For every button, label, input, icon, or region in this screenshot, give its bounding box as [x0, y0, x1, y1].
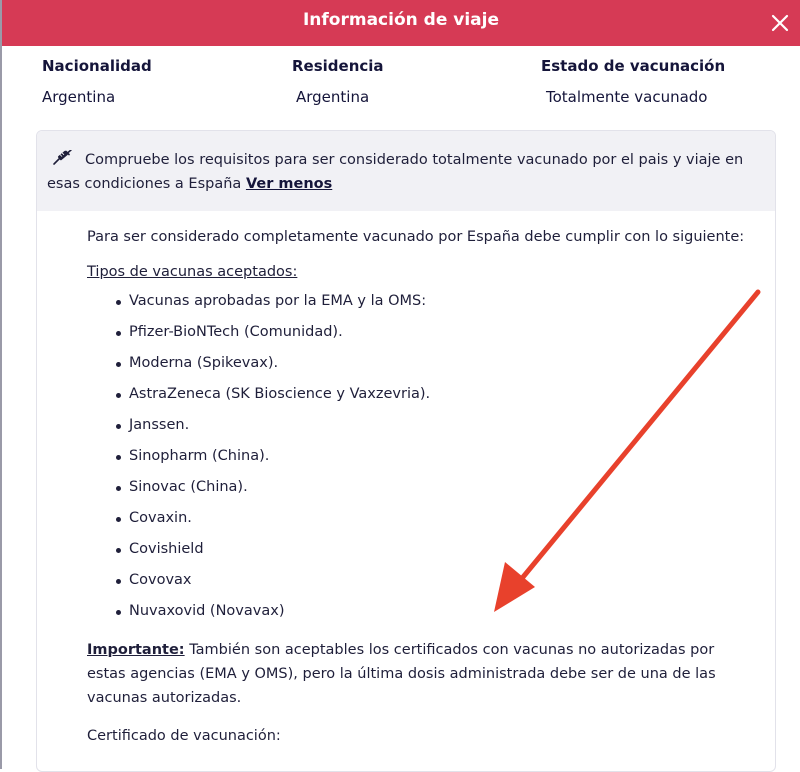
- list-item: Sinopharm (China).: [87, 441, 757, 472]
- modal-title: Información de viaje: [302, 10, 500, 30]
- accepted-types-label: Tipos de vacunas aceptados:: [87, 264, 298, 280]
- list-item: Pfizer-BioNTech (Comunidad).: [87, 317, 757, 348]
- list-item: Covaxin.: [87, 503, 757, 534]
- residence-label: Residencia: [292, 57, 384, 75]
- list-item: Nuvaxovid (Novavax): [87, 596, 757, 627]
- list-item: Vacunas aprobadas por la EMA y la OMS:: [87, 286, 757, 317]
- list-item: Sinovac (China).: [87, 472, 757, 503]
- residence-value: Argentina: [296, 88, 370, 106]
- vaccination-status-label: Estado de vacunación: [541, 57, 726, 75]
- notice-text: Compruebe los requisitos para ser considerado totalmente vacunado por el pais y viaje en esas condiciones a España: [47, 152, 744, 192]
- vaccination-status-value: Totalmente vacunado: [546, 88, 708, 106]
- list-item: Moderna (Spikevax).: [87, 348, 757, 379]
- ver-menos-link[interactable]: Ver menos: [245, 176, 333, 192]
- nationality-label: Nacionalidad: [42, 57, 152, 75]
- annotation-arrow-shaft: [514, 292, 758, 588]
- list-item: Janssen.: [87, 410, 757, 441]
- list-item: AstraZeneca (SK Bioscience y Vaxzevria).: [87, 379, 757, 410]
- list-item: Covovax: [87, 565, 757, 596]
- important-text: También son aceptables los certificados con vacunas no autorizadas por estas agencias (EMA y OMS), pero la última dosis administrada debe ser de una de las vacunas autorizadas.: [87, 642, 716, 706]
- important-label: Importante:: [87, 642, 185, 658]
- requirements-intro: Para ser considerado completamente vacunado por España debe cumplir con lo siguiente:: [87, 229, 745, 245]
- list-item: Covishield: [87, 534, 757, 565]
- certificate-label: Certificado de vacunación:: [87, 728, 281, 744]
- nationality-value: Argentina: [42, 88, 116, 106]
